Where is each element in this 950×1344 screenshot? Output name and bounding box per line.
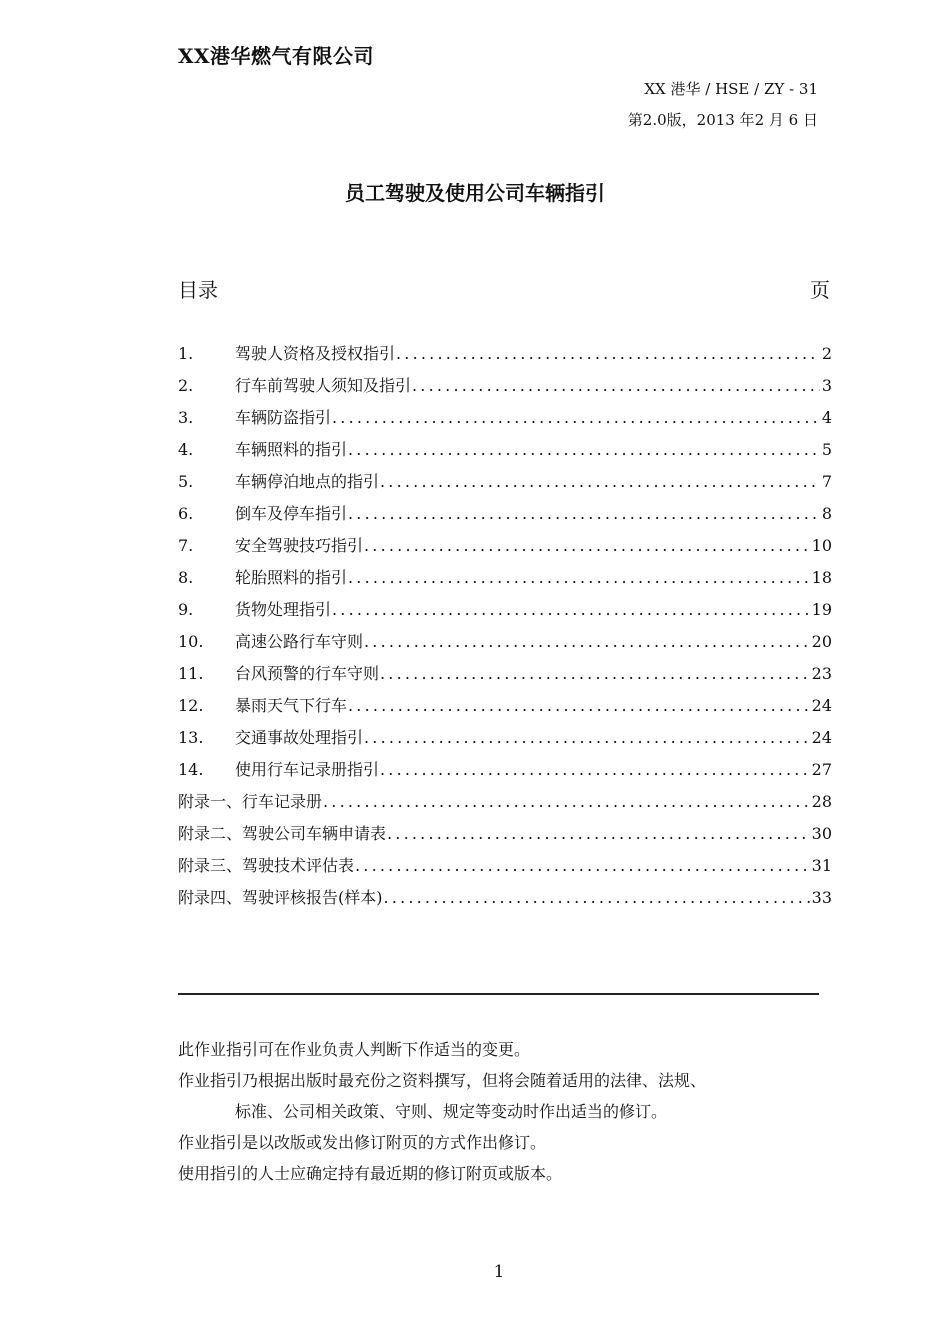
toc-dot-leader <box>380 754 810 786</box>
toc-entry-page: 18 <box>811 568 832 587</box>
separator-line <box>178 993 819 995</box>
toc-entry[interactable] <box>178 754 832 786</box>
toc-entry-number: 8. <box>178 568 194 587</box>
toc-entry[interactable] <box>178 370 832 402</box>
toc-entry-title: 高速公路行车守则 <box>235 632 364 651</box>
note-line: 作业指引乃根据出版时最充份之资料撰写，但将会随着适用的法律、法规、 <box>178 1071 707 1090</box>
toc-entry-page: 24 <box>811 696 832 715</box>
note-line: 此作业指引可在作业负责人判断下作适当的变更。 <box>178 1040 531 1059</box>
toc-entry-number: 11. <box>178 664 204 683</box>
toc-entry-title: 驾驶人资格及授权指引 <box>235 344 396 363</box>
toc-entry-number: 1. <box>178 344 194 363</box>
toc-entry-title: 交通事故处理指引 <box>235 728 364 747</box>
toc-dot-leader <box>348 562 810 594</box>
toc-entry-title: 安全驾驶技巧指引 <box>235 536 364 555</box>
toc-entry[interactable] <box>178 882 832 914</box>
toc-entry-page: 7 <box>821 472 832 491</box>
note-line: 作业指引是以改版或发出修订附页的方式作出修订。 <box>178 1133 547 1152</box>
toc-entry-page: 8 <box>821 504 832 523</box>
toc-dot-leader <box>384 882 810 914</box>
toc-entry-page: 10 <box>811 536 832 555</box>
toc-entry[interactable] <box>178 594 832 626</box>
toc-dot-leader <box>348 434 820 466</box>
toc-dot-leader <box>332 402 820 434</box>
toc-entry-title: 附录一、行车记录册 <box>178 792 323 811</box>
toc-entry-page: 20 <box>811 632 832 651</box>
toc-entry-title: 行车前驾驶人须知及指引 <box>235 376 412 395</box>
toc-dot-leader <box>364 722 810 754</box>
toc-entry-title: 轮胎照料的指引 <box>235 568 348 587</box>
note-line: 使用指引的人士应确定持有最近期的修订附页或版本。 <box>178 1164 563 1183</box>
toc-dot-leader <box>412 370 820 402</box>
toc-entry-page: 19 <box>811 600 832 619</box>
toc-entry-page: 5 <box>821 440 832 459</box>
toc-entry-number: 2. <box>178 376 194 395</box>
toc-dot-leader <box>396 338 820 370</box>
toc-entry-page: 28 <box>811 792 832 811</box>
toc-dot-leader <box>387 818 810 850</box>
toc-entry-page: 4 <box>821 408 832 427</box>
toc-entry-number: 4. <box>178 440 194 459</box>
toc-entry-title: 暴雨天气下行车 <box>235 696 348 715</box>
toc-entry-title: 货物处理指引 <box>235 600 332 619</box>
toc-entry-number: 6. <box>178 504 194 523</box>
toc-dot-leader <box>380 658 810 690</box>
toc-dot-leader <box>348 690 810 722</box>
toc-entry[interactable] <box>178 466 832 498</box>
version-date: 第2.0版，2013 年2 月 6 日 <box>627 111 818 129</box>
toc-dot-leader <box>348 498 820 530</box>
toc-entry-title: 车辆停泊地点的指引 <box>235 472 380 491</box>
toc-entry[interactable] <box>178 722 832 754</box>
toc-entry-number: 9. <box>178 600 194 619</box>
toc-entry[interactable] <box>178 338 832 370</box>
toc-entry-title: 倒车及停车指引 <box>235 504 348 523</box>
toc-entry[interactable] <box>178 498 832 530</box>
toc-entry-number: 7. <box>178 536 194 555</box>
toc-entry[interactable] <box>178 562 832 594</box>
document-title: 员工驾驶及使用公司车辆指引 <box>345 181 605 205</box>
toc-dot-leader <box>355 850 810 882</box>
toc-entry-page: 33 <box>811 888 832 907</box>
company-name: XX港华燃气有限公司 <box>178 44 375 68</box>
toc-dot-leader <box>332 594 810 626</box>
toc-entry-page: 24 <box>811 728 832 747</box>
toc-entry-page: 31 <box>811 856 832 875</box>
toc-entry[interactable] <box>178 850 832 882</box>
toc-entry-page: 23 <box>811 664 832 683</box>
toc-dot-leader <box>364 626 810 658</box>
toc-entry[interactable] <box>178 658 832 690</box>
page-number: 1 <box>493 1262 505 1282</box>
toc-entry-title: 附录四、驾驶评核报告(样本) <box>178 888 383 907</box>
toc-entry-page: 2 <box>821 344 832 363</box>
toc-entry-page: 3 <box>821 376 832 395</box>
toc-entry-title: 使用行车记录册指引 <box>235 760 380 779</box>
toc-entry-number: 14. <box>178 760 204 779</box>
toc-entry-page: 27 <box>811 760 832 779</box>
document-number: XX 港华 / HSE / ZY - 31 <box>644 80 818 98</box>
toc-entry[interactable] <box>178 434 832 466</box>
toc-dot-leader <box>364 530 810 562</box>
toc-entry[interactable] <box>178 626 832 658</box>
toc-entry[interactable] <box>178 690 832 722</box>
toc-entry-page: 30 <box>811 824 832 843</box>
toc-dot-leader <box>380 466 820 498</box>
toc-entry-number: 12. <box>178 696 204 715</box>
toc-entry-title: 车辆照料的指引 <box>235 440 348 459</box>
toc-entry-number: 5. <box>178 472 194 491</box>
toc-entry-title: 车辆防盗指引 <box>235 408 332 427</box>
notes-section <box>178 1034 828 1189</box>
toc-entry[interactable] <box>178 530 832 562</box>
toc-entry-title: 附录三、驾驶技术评估表 <box>178 856 355 875</box>
table-of-contents <box>178 338 832 914</box>
toc-dot-leader <box>323 786 810 818</box>
toc-entry-number: 3. <box>178 408 194 427</box>
toc-entry-title: 附录二、驾驶公司车辆申请表 <box>178 824 387 843</box>
note-line: 标准、公司相关政策、守则、规定等变动时作出适当的修订。 <box>235 1102 668 1121</box>
toc-entry[interactable] <box>178 402 832 434</box>
toc-entry[interactable] <box>178 818 832 850</box>
toc-entry-title: 台风预警的行车守则 <box>235 664 380 683</box>
toc-entry-number: 13. <box>178 728 204 747</box>
toc-entry-number: 10. <box>178 632 204 651</box>
toc-heading-page: 页 <box>810 278 830 302</box>
toc-heading-contents: 目录 <box>178 278 218 302</box>
toc-entry[interactable] <box>178 786 832 818</box>
